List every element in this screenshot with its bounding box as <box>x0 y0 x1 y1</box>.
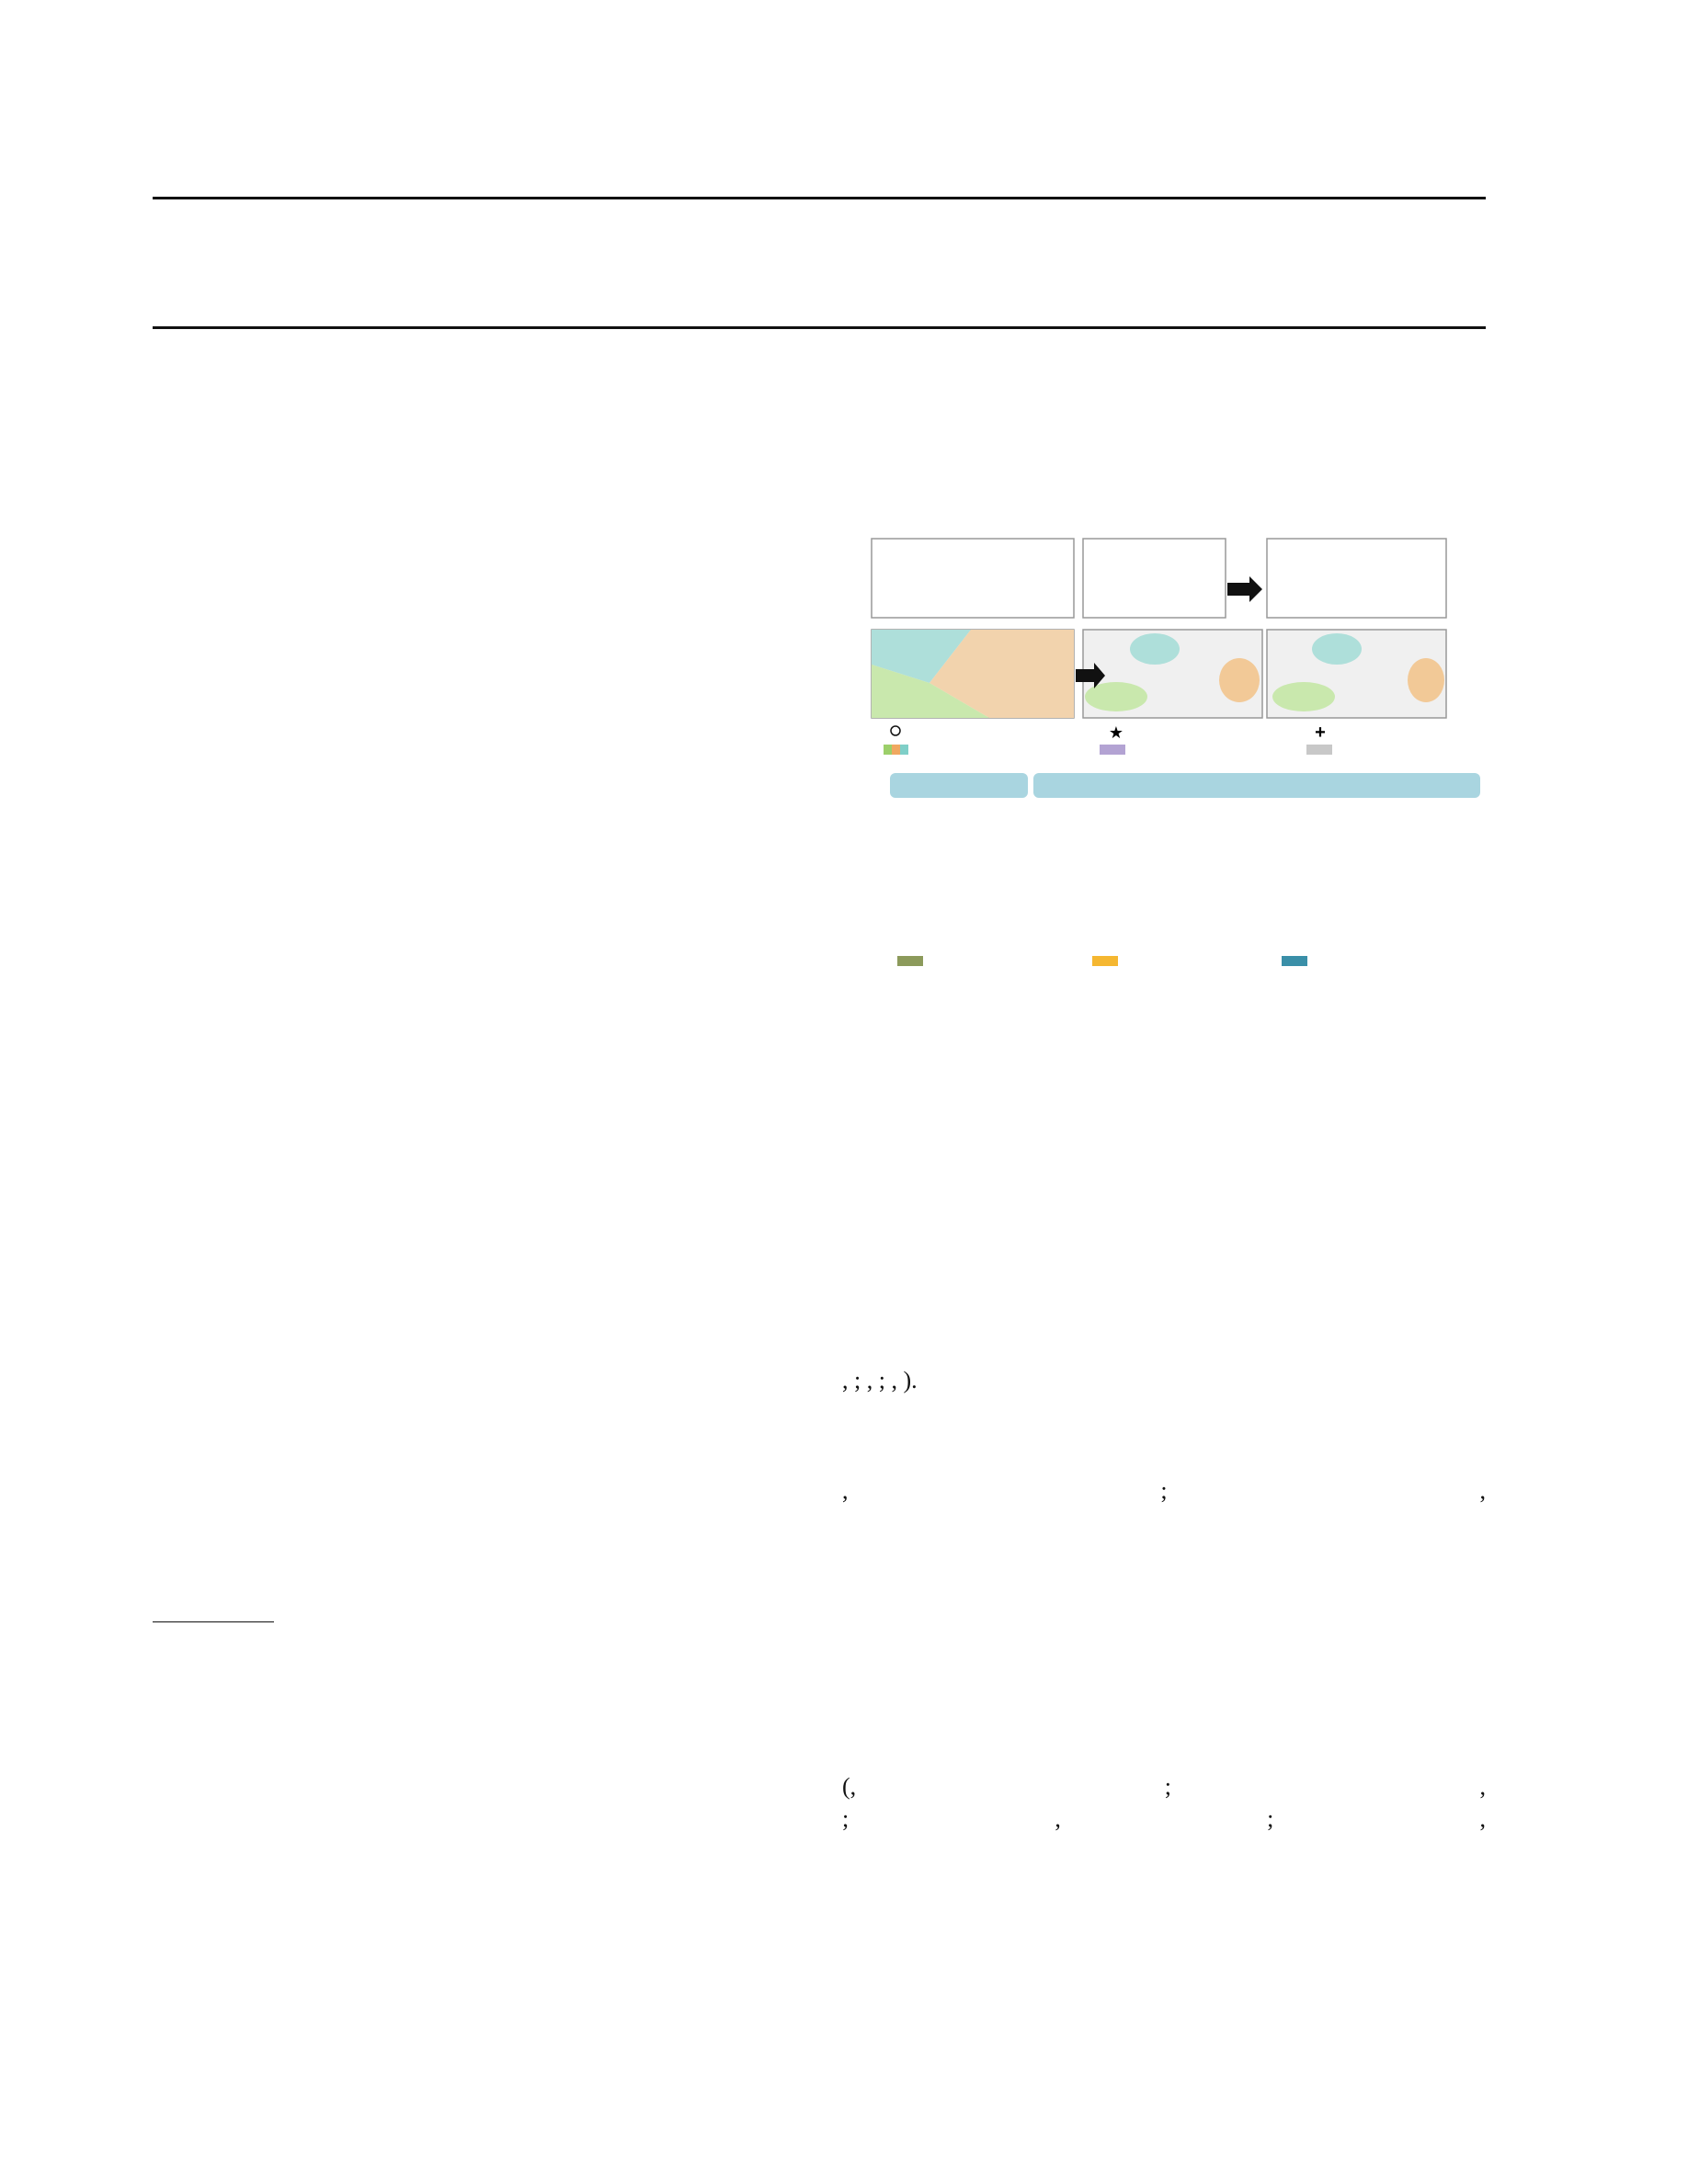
right-col-paragraph-2: , ; , (, ; , ; , ; , <box>842 1477 1486 1833</box>
figure-caption <box>842 997 1486 1035</box>
intro-paragraph <box>153 1552 791 1617</box>
training-box-scdm <box>1083 539 1226 618</box>
title-rule-bottom <box>153 326 1486 329</box>
training-box-scdm-ct <box>872 539 1074 618</box>
figure-1 <box>842 504 1486 982</box>
swatch-icon <box>892 745 900 755</box>
legend-a <box>884 722 1332 755</box>
arrow-wo-labels <box>1227 576 1262 602</box>
swatch-icon <box>1282 956 1307 966</box>
circle-icon <box>891 726 900 735</box>
swatch-icon <box>1306 745 1332 755</box>
swatch-icon <box>897 956 923 966</box>
testing-box-scdm <box>1083 630 1262 718</box>
title-rule-top <box>153 197 1486 199</box>
plus-icon: + <box>1315 722 1326 743</box>
swatch-icon <box>1100 745 1125 755</box>
swatch-icon <box>884 745 892 755</box>
testing-box-scdm-ct <box>872 630 1074 718</box>
footnote-rule <box>153 1621 274 1622</box>
testing-box-ucdm <box>1267 630 1446 718</box>
right-col-paragraph-1: , ; , ; , ). <box>842 1367 918 1394</box>
training-box-ucdm <box>1267 539 1446 618</box>
star-icon: ★ <box>1108 723 1124 742</box>
swatch-icon <box>1092 956 1118 966</box>
closed-set-task-bar <box>890 773 1028 798</box>
swatch-icon <box>900 745 908 755</box>
open-set-task-bar <box>1033 773 1480 798</box>
